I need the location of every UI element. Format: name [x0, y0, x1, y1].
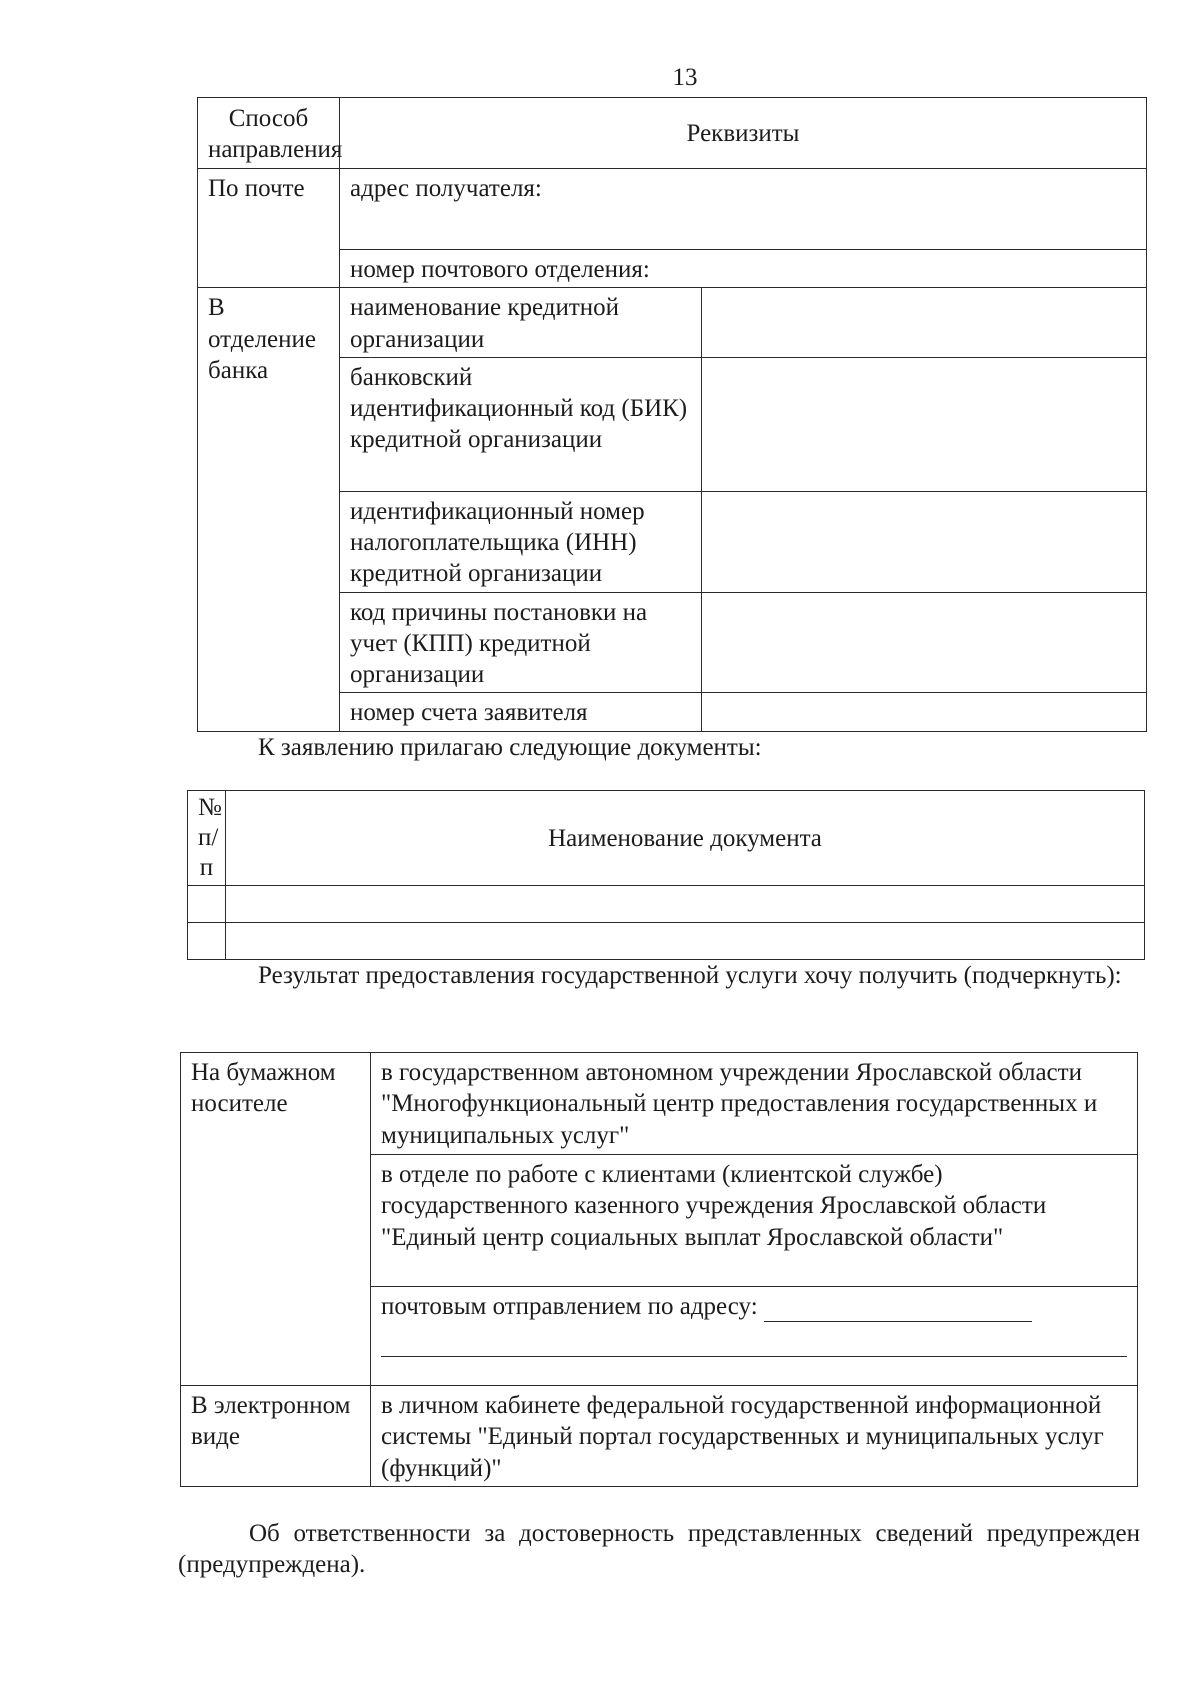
option-mail-label: почтовым отправлением по адресу: — [381, 1293, 758, 1320]
documents-table — [187, 790, 1145, 960]
doc-name-cell[interactable] — [226, 886, 1145, 923]
page-number: 13 — [672, 64, 698, 91]
result-method-text: Результат предоставления государственной услуги хочу получить (подчеркнуть): — [258, 962, 1122, 989]
option-ecsv[interactable]: в отделе по работе с клиентами (клиентской службе) государственного казенного учреждения Ярославской области "Единый центр социальных выплат Ярославской области" — [371, 1155, 1138, 1287]
doc-number-cell[interactable] — [188, 886, 226, 923]
bank-name-field[interactable] — [702, 288, 1147, 358]
bank-branch-label: В отделение банка — [198, 288, 340, 731]
kpp-field[interactable] — [702, 592, 1147, 693]
doc-name-header: Наименование документа — [226, 791, 1145, 886]
post-office-number-field[interactable]: номер почтового отделения: — [340, 250, 1147, 288]
doc-name-cell[interactable] — [226, 923, 1145, 960]
bik-field[interactable] — [702, 357, 1147, 491]
responsibility-text: Об ответственности за достоверность представленных сведений предупрежден (предупреждена). — [178, 1520, 1140, 1579]
doc-number-header: № п/п — [188, 791, 226, 886]
option-mail[interactable] — [371, 1287, 1138, 1386]
bank-name-label: наименование кредитной организации — [340, 288, 702, 358]
inn-field[interactable] — [702, 491, 1147, 592]
recipient-address-field[interactable]: адрес получателя: — [340, 169, 1147, 250]
account-number-field[interactable] — [702, 693, 1147, 731]
option-mfc[interactable]: в государственном автономном учреждении Ярославской области "Многофункциональный центр предоставления государственных и муниципальных услуг" — [371, 1053, 1138, 1155]
mail-address-line[interactable] — [764, 1321, 1032, 1322]
doc-number-cell[interactable] — [188, 923, 226, 960]
result-table — [180, 1052, 1138, 1487]
paper-label: На бумажном носителе — [181, 1053, 371, 1386]
inn-label: идентификационный номер налогоплательщика (ИНН) кредитной организации — [340, 491, 702, 592]
attached-documents-text: К заявлению прилагаю следующие документы: — [258, 734, 762, 761]
electronic-label: В электронном виде — [181, 1386, 371, 1487]
mail-address-line-2[interactable] — [381, 1326, 1127, 1357]
by-mail-label: По почте — [198, 169, 340, 288]
account-number-label: номер счета заявителя — [340, 693, 702, 731]
requisites-header: Реквизиты — [340, 98, 1147, 169]
requisites-table — [197, 97, 1147, 732]
bik-label: банковский идентификационный код (БИК) кредитной организации — [340, 357, 702, 491]
option-epgu[interactable]: в личном кабинете федеральной государственной информационной системы "Единый портал государственных и муниципальных услуг (функций)" — [371, 1386, 1138, 1487]
method-header: Способ направления — [198, 98, 340, 169]
kpp-label: код причины постановки на учет (КПП) кредитной организации — [340, 592, 702, 693]
